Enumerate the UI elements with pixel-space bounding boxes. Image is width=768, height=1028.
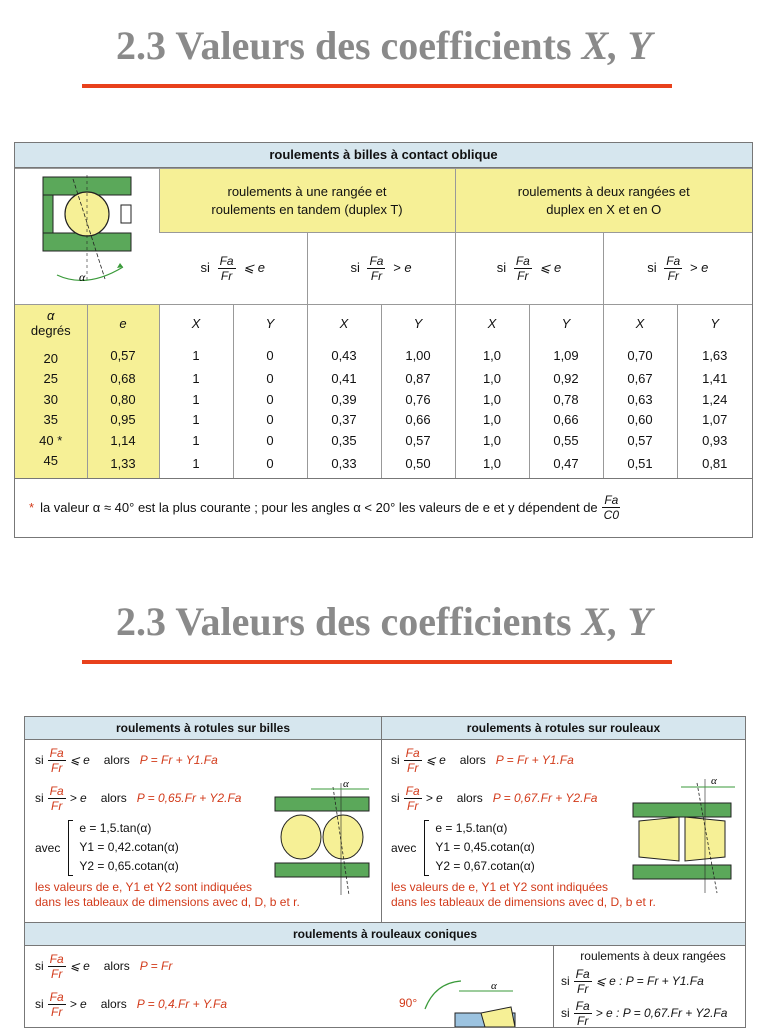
cell-value: 0	[233, 343, 307, 370]
formula-2: P = 0,4.Fr + Y.Fa	[136, 997, 227, 1011]
si-label: si	[561, 974, 570, 988]
cell-value: 0	[233, 410, 307, 431]
avec-lines	[79, 819, 178, 876]
note-line-1: les valeurs de e, Y1 et Y2 sont indiquées	[35, 880, 253, 894]
frac-den: Fr	[51, 966, 63, 981]
frac-num: Fa	[49, 783, 64, 798]
cell-value: 0,39	[307, 390, 381, 411]
si-label: si	[350, 259, 360, 275]
cell-value: 1,41	[677, 369, 752, 390]
si-label: si	[35, 997, 44, 1011]
group-double-row	[455, 169, 752, 233]
frac-num: Fa	[666, 254, 681, 268]
fa-fr-fraction	[48, 952, 66, 981]
roller-rotule-diagram	[629, 773, 739, 897]
avec-y1: Y1 = 0,45.cotan(α)	[435, 840, 535, 854]
cond-gt-1	[307, 233, 455, 305]
frac-den: Fr	[370, 269, 383, 283]
cell-value: 0,57	[381, 431, 455, 452]
cell-value: 1,0	[455, 343, 529, 370]
si-label: si	[200, 259, 210, 275]
two-row-formula-1: ⩽ e : P = Fr + Y1.Fa	[595, 974, 704, 988]
col-e: e	[87, 305, 159, 343]
footnote-star: *	[29, 500, 35, 515]
cond-line-1	[35, 741, 375, 779]
col-y: Y	[529, 305, 603, 343]
col-y: Y	[233, 305, 307, 343]
cell-value: 1,0	[455, 451, 529, 478]
note-line-2: dans les tableaux de dimensions avec d, D, b et r.	[391, 895, 656, 909]
cond-gt: > e	[425, 791, 443, 805]
column-header-row	[15, 305, 752, 343]
cell-value: 0,50	[381, 451, 455, 478]
header-roller: roulements à rotules sur rouleaux	[382, 717, 745, 740]
cell-value: 0,47	[529, 451, 603, 478]
si-label: si	[391, 753, 400, 767]
cell-value: 1,07	[677, 410, 752, 431]
footnote-text: la valeur α ≈ 40° est la plus courante ; pour les angles α < 20° les valeurs de e et y dépendent de	[40, 500, 598, 515]
fa-fr-fraction	[404, 784, 422, 813]
tapered-divider	[553, 945, 554, 1027]
fa-c0-fraction	[602, 493, 621, 522]
cond-line-2	[35, 985, 395, 1023]
bearing-diagram-cell	[15, 169, 159, 305]
cell-value: 0,43	[307, 343, 381, 370]
cell-value: 0	[233, 451, 307, 478]
table-header: roulements à billes à contact oblique	[15, 143, 752, 168]
fa-fr-fraction	[48, 784, 66, 813]
cond-le: ⩽ e	[69, 753, 90, 767]
cell-e: 0,57	[87, 343, 159, 370]
table-row	[15, 343, 752, 370]
cond-le: ⩽ e	[69, 959, 90, 973]
frac-den: Fr	[407, 760, 419, 775]
cell-value: 0,57	[603, 431, 677, 452]
formula-1: P = Fr	[139, 959, 173, 973]
frac-num: Fa	[49, 745, 64, 760]
col-x: X	[455, 305, 529, 343]
avec-e: e = 1,5.tan(α)	[435, 821, 508, 835]
fa-fr-fraction	[48, 990, 66, 1019]
si-label: si	[35, 753, 44, 767]
si-label: si	[561, 1006, 570, 1020]
group2-label: roulements à deux rangées et duplex en X et en O	[517, 183, 690, 217]
column-divider	[381, 717, 382, 922]
title-text: 2.3 Valeurs des coefficients	[116, 23, 582, 68]
avec-y2: Y2 = 0,67.cotan(α)	[435, 859, 535, 873]
tapered-roller-diagram	[395, 973, 545, 1027]
formula-1: P = Fr + Y1.Fa	[495, 753, 574, 767]
frac-den: Fr	[51, 798, 63, 813]
col-alpha-symbol: α	[47, 307, 55, 323]
frac-num: Fa	[49, 989, 64, 1004]
cell-value: 1,0	[455, 390, 529, 411]
col-degres: degrés	[30, 322, 71, 338]
cell-value: 1,0	[455, 431, 529, 452]
si-label: si	[35, 791, 44, 805]
header-tapered: roulements à rouleaux coniques	[25, 922, 745, 946]
cond-line-1	[35, 947, 395, 985]
cell-value: 0,37	[307, 410, 381, 431]
col-y: Y	[677, 305, 752, 343]
si-label: si	[647, 259, 657, 275]
table-row	[15, 410, 752, 431]
cell-value: 1,0	[455, 369, 529, 390]
page-title-1	[0, 22, 768, 69]
cell-value: 0,63	[603, 390, 677, 411]
cell-value: 0,51	[603, 451, 677, 478]
tapered-section	[35, 947, 395, 1023]
footnote	[15, 478, 752, 537]
frac-num: Fa	[405, 783, 420, 798]
alpha-label: α	[711, 775, 717, 787]
cell-value: 0,35	[307, 431, 381, 452]
alors-label: alors	[459, 753, 486, 767]
fa-fr-fraction	[514, 254, 532, 283]
frac-den: Fr	[577, 1013, 589, 1028]
avec-label: avec	[35, 840, 61, 855]
cell-e: 0,80	[87, 390, 159, 411]
alpha-label: α	[343, 778, 349, 790]
frac-num: Fa	[405, 745, 420, 760]
two-row-formula-2: > e : P = 0,67.Fr + Y2.Fa	[595, 1006, 728, 1020]
cond-gt-text: > e	[393, 259, 412, 275]
table-row	[15, 369, 752, 390]
cell-value: 0,87	[381, 369, 455, 390]
bracket	[424, 820, 429, 876]
cell-alpha: 40 *	[15, 431, 87, 452]
cond-gt: > e	[69, 791, 87, 805]
fa-fr-fraction	[404, 746, 422, 775]
fa-fr-fraction	[574, 999, 592, 1028]
frac-num: Fa	[575, 998, 590, 1013]
frac-num: Fa	[515, 254, 530, 268]
cond-le-text: ⩽ e	[539, 259, 562, 275]
cell-value: 0,41	[307, 369, 381, 390]
angular-contact-bearing-diagram	[27, 171, 147, 299]
formula-2: P = 0,67.Fr + Y2.Fa	[492, 791, 598, 805]
cell-value: 0,67	[603, 369, 677, 390]
cond-gt: > e	[69, 997, 87, 1011]
note-line-1: les valeurs de e, Y1 et Y2 sont indiquées	[391, 880, 609, 894]
title-vars: X, Y	[581, 599, 652, 644]
tapered-two-rows	[561, 947, 745, 1028]
frac-num: Fa	[575, 966, 590, 981]
frac-num: Fa	[604, 493, 619, 507]
cell-value: 0,93	[677, 431, 752, 452]
title-vars: X, Y	[581, 23, 652, 68]
page-title-2	[0, 598, 768, 645]
cond-le-2	[455, 233, 603, 305]
col-x: X	[307, 305, 381, 343]
cell-value: 0,33	[307, 451, 381, 478]
col-x: X	[603, 305, 677, 343]
title-text: 2.3 Valeurs des coefficients	[116, 599, 582, 644]
cell-value: 0,70	[603, 343, 677, 370]
frac-den: Fr	[577, 981, 589, 996]
title-underline-2	[82, 660, 672, 664]
frac-den: Fr	[51, 760, 63, 775]
angle-90-label: 90°	[399, 996, 418, 1010]
cell-value: 1,0	[455, 410, 529, 431]
col-x: X	[159, 305, 233, 343]
cell-e: 0,95	[87, 410, 159, 431]
cell-value: 1	[159, 390, 233, 411]
alors-label: alors	[100, 997, 127, 1011]
cell-value: 1	[159, 343, 233, 370]
cell-alpha: 25	[15, 369, 87, 390]
alors-label: alors	[103, 959, 130, 973]
fa-fr-fraction	[574, 967, 592, 996]
cell-value: 1,00	[381, 343, 455, 370]
cell-value: 0,55	[529, 431, 603, 452]
alors-label: alors	[100, 791, 127, 805]
alors-label: alors	[103, 753, 130, 767]
cell-value: 0,66	[529, 410, 603, 431]
cell-value: 1,24	[677, 390, 752, 411]
fa-fr-fraction	[664, 254, 682, 283]
cell-value: 1	[159, 451, 233, 478]
fa-fr-fraction	[218, 254, 236, 283]
frac-num: Fa	[369, 254, 384, 268]
si-label: si	[496, 259, 507, 275]
cell-value: 0,78	[529, 390, 603, 411]
formula-2: P = 0,65.Fr + Y2.Fa	[136, 791, 242, 805]
cell-alpha: 45	[15, 451, 87, 478]
alors-label: alors	[456, 791, 483, 805]
cell-e: 1,33	[87, 451, 159, 478]
fa-fr-fraction	[367, 254, 385, 283]
self-aligning-table	[24, 716, 746, 1028]
cond-le: ⩽ e	[425, 753, 446, 767]
frac-den: Fr	[51, 1004, 63, 1019]
cond-le-1	[159, 233, 307, 305]
frac-num: Fa	[219, 254, 234, 268]
cell-value: 0,66	[381, 410, 455, 431]
si-label: si	[391, 791, 400, 805]
alpha-label: α	[491, 980, 497, 992]
cond-le-text: ⩽ e	[243, 259, 265, 275]
formula-1: P = Fr + Y1.Fa	[139, 753, 218, 767]
cell-alpha: 30	[15, 390, 87, 411]
col-alpha	[15, 305, 87, 343]
ball-rotule-diagram	[271, 777, 375, 897]
cell-value: 1,09	[529, 343, 603, 370]
cell-value: 0,92	[529, 369, 603, 390]
two-row-cond-2	[561, 997, 745, 1028]
fa-fr-fraction	[48, 746, 66, 775]
cell-value: 0,81	[677, 451, 752, 478]
cell-value: 0,60	[603, 410, 677, 431]
cond-gt-2	[603, 233, 752, 305]
table-row	[15, 431, 752, 452]
cell-value: 0	[233, 431, 307, 452]
avec-lines	[435, 819, 534, 876]
cell-value: 0,76	[381, 390, 455, 411]
col-y: Y	[381, 305, 455, 343]
cell-value: 1	[159, 410, 233, 431]
alpha-label: α	[78, 270, 86, 284]
cell-value: 0	[233, 369, 307, 390]
two-rows-label: roulements à deux rangées	[580, 949, 726, 963]
cell-e: 1,14	[87, 431, 159, 452]
avec-y2: Y2 = 0,65.cotan(α)	[79, 859, 179, 873]
two-row-cond-1	[561, 965, 745, 997]
group-single-row	[159, 169, 455, 233]
si-label: si	[35, 959, 44, 973]
cell-value: 0	[233, 390, 307, 411]
frac-den: Fr	[220, 269, 233, 283]
avec-e: e = 1,5.tan(α)	[79, 821, 152, 835]
table-row	[15, 451, 752, 478]
cell-value: 1	[159, 369, 233, 390]
cell-alpha: 20	[15, 343, 87, 370]
frac-den: Fr	[407, 798, 419, 813]
frac-den: C0	[603, 508, 620, 522]
header-ball: roulements à rotules sur billes	[25, 717, 382, 740]
table-body	[15, 343, 752, 478]
title-underline-1	[82, 84, 672, 88]
frac-num: Fa	[49, 951, 64, 966]
cell-value: 1,63	[677, 343, 752, 370]
avec-label: avec	[391, 840, 417, 855]
cell-e: 0,68	[87, 369, 159, 390]
bracket	[68, 820, 73, 876]
frac-den: Fr	[517, 269, 529, 283]
cell-alpha: 35	[15, 410, 87, 431]
frac-den: Fr	[667, 269, 679, 283]
cond-gt-text: > e	[689, 259, 709, 275]
group1-label: roulements à une rangée et roulements en tandem (duplex T)	[211, 183, 403, 217]
table-row	[15, 390, 752, 411]
avec-y1: Y1 = 0,42.cotan(α)	[79, 840, 179, 854]
angular-contact-table	[14, 142, 753, 538]
note-line-2: dans les tableaux de dimensions avec d, D, b et r.	[35, 895, 300, 909]
cell-value: 1	[159, 431, 233, 452]
